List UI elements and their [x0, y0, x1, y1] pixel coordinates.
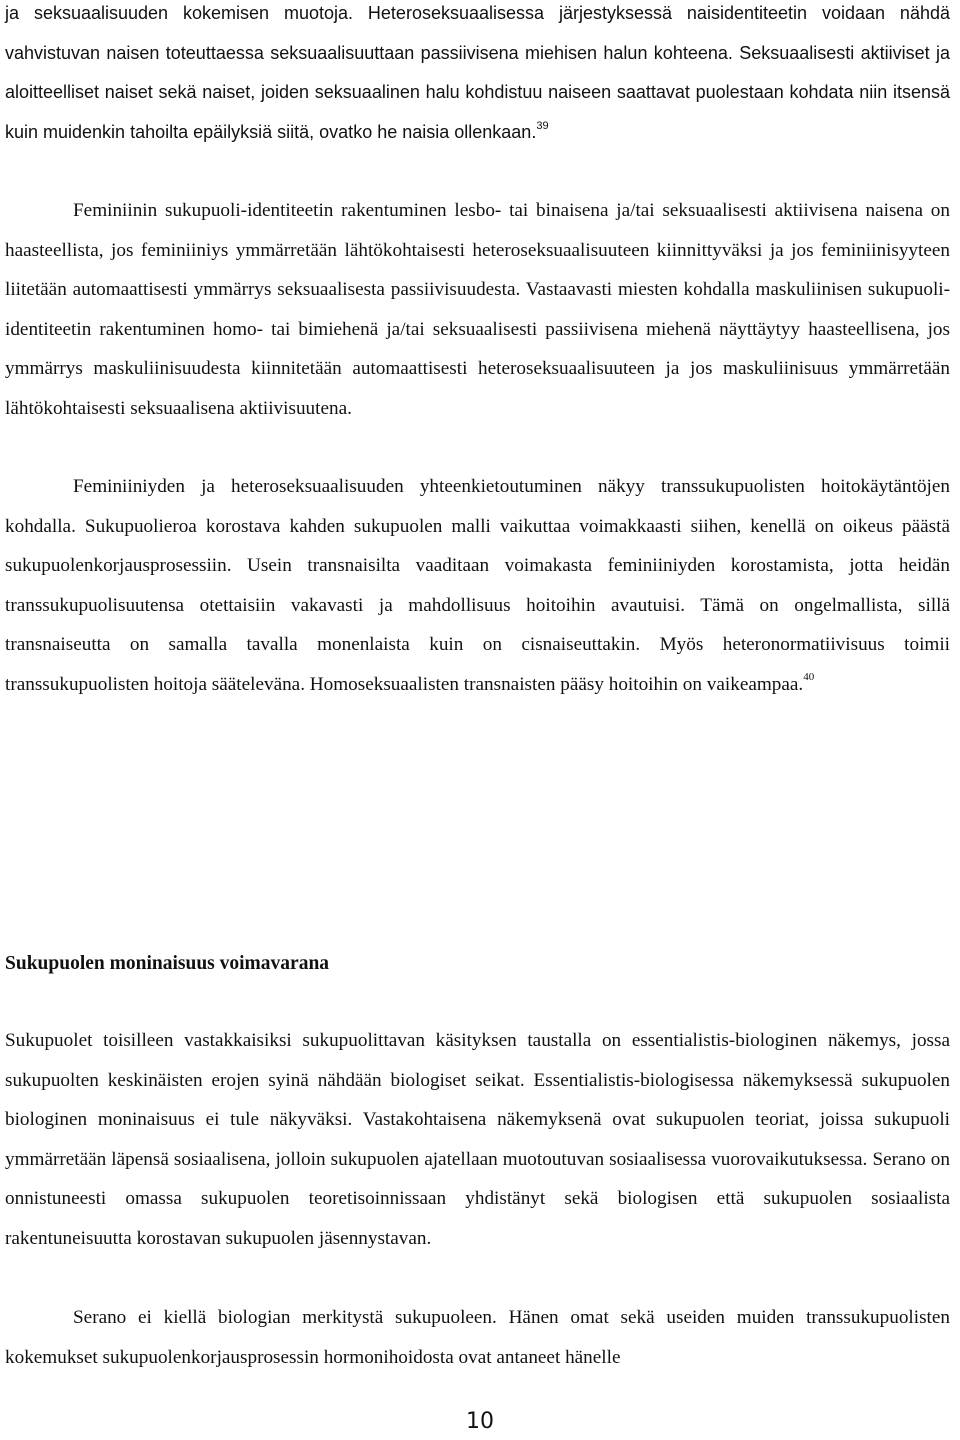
continued-paragraph	[5, 0, 950, 182]
paragraph-trans-care	[5, 467, 950, 704]
continued-paragraph-text: ja seksuaalisuuden kokemisen muotoja. Heteroseksuaalisessa järjestyksessä naisidentiteetin voidaan nähdä vahvistuvan naisen toteuttaessa seksuaalisuuttaan passiivisena miehisen halun kohteena. Seksuaalisesti aktiiviset ja aloitteelliset naiset sekä naiset, joiden seksuaalinen halu kohdistuu naiseen saattavat puolestaan kohdata niin itsensä kuin muidenkin tahoilta epäilyksiä siitä, ovatko he naisia ollenkaan.	[5, 3, 950, 142]
paragraph-trans-care-text: Feminiiniyden ja heteroseksuaalisuuden yhteenkietoutuminen näkyy transsukupuolisten hoitokäytäntöjen kohdalla. Sukupuolieroa korostava kahden sukupuolen malli vaikuttaa voimakkaasti siihen, kenellä on oikeus päästä sukupuolenkorjausprosessiin. Usein transnaisilta vaaditaan voimakasta feminiiniyden korostamista, jotta heidän transsukupuolisuutensa otettaisiin vakavasti ja mahdollisuus hoitoihin avautuisi. Tämä on ongelmallista, sillä transnaiseutta on samalla tavalla monenlaista kuin on cisnaiseuttakin. Myös heteronormatiivisuus toimii transsukupuolisten hoitoja sääteleväna. Homoseksuaalisten transnaisten pääsy hoitoihin on vaikeampaa.	[5, 476, 950, 695]
paragraph-feminine-identity: Feminiinin sukupuoli-identiteetin rakentuminen lesbo- tai binaisena ja/tai seksuaalisesti aktiivisena naisena on haasteellista, jos feminiiniys ymmärretään lähtökohtaisesti heteroseksuaalisuuteen kiinnittyväksi ja jos feminiinisyyteen liitetään automaattisesti ymmärrys seksuaalisesta passiivisuudesta. Vastaavasti miesten kohdalla maskuliinisen sukupuoli-identiteetin rakentuminen homo- tai bimiehenä ja/tai seksuaalisesti passiivisena miehenä näyttäytyy haasteellisena, jos ymmärrys maskuliinisuudesta kiinnitetään automaattisesti heteroseksuaalisuuteen ja jos maskuliinisuus ymmärretään lähtökohtaisesti seksuaalisena aktiivisuutena.	[5, 200, 950, 419]
paragraph-serano: Serano ei kiellä biologian merkitystä sukupuoleen. Hänen omat sekä useiden muiden transsukupuolisten kokemukset sukupuolenkorjausprosessin hormonihoidosta ovat antaneet hänelle	[5, 1307, 950, 1368]
paragraph-essentialism: Sukupuolet toisilleen vastakkaisiksi sukupuolittavan käsityksen taustalla on essentialistis-biologinen näkemys, jossa sukupuolten keskinäisten erojen syinä nähdään biologiset seikat. Essentialistis-biologisessa näkemyksessä sukupuolen biologinen moninaisuus ei tule näkyväksi. Vastakohtaisena näkemyksenä ovat sukupuolen teoriat, joissa sukupuoli ymmärretään läpensä sosiaalisena, jolloin sukupuolen ajatellaan muotoutuvan sosiaalisessa vuorovaikutuksessa. Serano on onnistuneesti omassa sukupuolen teoretisoinnissaan yhdistänyt sekä biologisen että sukupuolen sosiaalista rakentuneisuutta korostavan sukupuolen jäsennystavan.	[5, 1030, 950, 1249]
footnote-ref-39: 39	[536, 119, 549, 132]
section-heading: Sukupuolen moninaisuus voimavarana	[5, 953, 330, 974]
footnote-ref-40: 40	[803, 671, 815, 684]
page-number: 10	[466, 1409, 494, 1434]
